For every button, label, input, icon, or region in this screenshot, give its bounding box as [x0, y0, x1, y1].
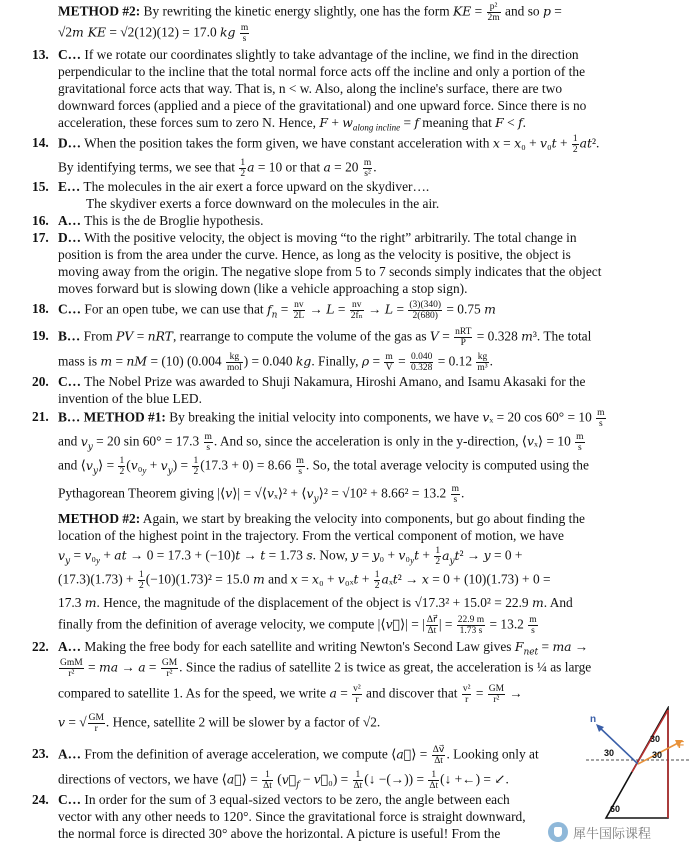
- text-line: compared to satellite 1. As for the speed, we write a = $\frac{\text{v²}}{r}$ and discover that $\frac{\text{v²}}{r}$ = $\frac{GM}{\text{r²}}$ →: [58, 684, 523, 705]
- text-line: C… The Nobel Prize was awarded to Shuji Nakamura, Hiroshi Amano, and Isamu Akasaki for the: [58, 374, 586, 389]
- text-line: $\frac{\text{GmM}}{\text{r²}}$ = ma → a = $\frac{GM}{\text{r²}}$ . Since the radius of satellite 2 is twice as great, the acceleration is ¼ as large: [60, 658, 592, 679]
- text-line: B… METHOD #1: By breaking the initial velocity into components, we have vₓ = 20 cos 60° = 10 $\frac{m}{s}$: [58, 408, 605, 429]
- text-line: The skydiver exerts a force downward on the molecules in the air.: [86, 196, 440, 211]
- text-line: downward forces (applied and a piece of the gravitational) and one upward force. Since there is no: [58, 98, 587, 113]
- text-line: acceleration, these forces sum to zero N. Hence, $F + w_{along incline} = f$ meaning that F < f.: [58, 115, 526, 133]
- text-line: By identifying terms, we see that $\frac{1}{2}$ a = 10 or that a = 20 $\frac{m}{\text{s²}}$ .: [58, 158, 377, 179]
- text-line: METHOD #2: By rewriting the kinetic energy slightly, one has the form KE = $\frac{\text{p²}}{2m}$ and so p =: [58, 2, 562, 23]
- text-line: position is from the area under the curve. Hence, as long as the velocity is positive, the object is: [58, 247, 571, 262]
- label-f: F: [678, 740, 685, 751]
- incline-force-diagram: [586, 706, 690, 824]
- text-line: and $⟨v_y⟩$ = $\frac{1}{2}$ $(v_0_y + v_y)$ = $\frac{1}{2}$ (17.3 + 0) = 8.66 $\frac{m}{s}$ . So, the total average velocity is computed using the: [58, 456, 589, 477]
- text-line: directions of vectors, we have ⟨a⃗⟩ = $\frac{1}{\Delta t}$ ($v⃗_f$ − v⃗₀) = $\frac{1}{\Delta t}$ (↓ −(→)) = $\frac{1}{\Delta t}$ (↓ +←) = ↙.: [58, 770, 509, 791]
- text-line: invention of the blue LED.: [58, 391, 202, 406]
- label-n: n: [590, 714, 597, 725]
- text-line: and $v_y = 20$ sin 60° = 17.3 $\frac{m}{s}$ . And so, since the acceleration is only in the y-direction, ⟨vₓ⟩ = 10 $\frac{m}{s}$: [58, 432, 584, 453]
- text-line: B… From PV = nRT, rearrange to compute the volume of the gas as V = $\frac{\text{nRT}}{P}$ = 0.328 m³. The total: [58, 327, 592, 348]
- watermark-text: 犀牛国际课程: [573, 826, 652, 842]
- text-line: finally from the definition of average velocity, we compute |⟨v⃗⟩| = | $\frac{\Delta r⃗}{\Delta t}$ | = $\frac{22.9 m}{1.73 s}$ = 13.2 $\frac{m}{s}$: [58, 615, 537, 636]
- watermark: [548, 818, 694, 846]
- text-line: location of the highest point in the trajectory. From the vertical component of motion, we have: [58, 528, 564, 543]
- text-line: C… In order for the sum of 3 equal-sized vectors to be zero, the angle between each: [58, 792, 510, 807]
- text-line: vector with any other needs to 120°. Since the gravitational force is straight downward,: [58, 809, 526, 824]
- label-angle-30-right: 30: [652, 750, 663, 760]
- text-line: C… If we rotate our coordinates slightly to take advantage of the incline, we find in the direction: [58, 47, 579, 62]
- item-number: 18.: [32, 301, 49, 316]
- text-line: the normal force is directed 30° above the horizontal. A picture is useful! From the: [58, 826, 501, 841]
- label-angle-30-left: 30: [604, 748, 615, 758]
- item-number: 19.: [32, 328, 49, 343]
- text-line: v = √ $\frac{GM}{r}$ . Hence, satellite 2 will be slower by a factor of √2.: [58, 713, 381, 734]
- item-number: 20.: [32, 374, 49, 389]
- text-line: moving away from the origin. The negative slope from 5 to 7 seconds simply indicates that the object: [58, 264, 602, 279]
- text-line: mass is m = nM = (10) (0.004 $\frac{kg}{\text{mol}}$ ) = 0.040 kg. Finally, ρ = $\frac{m}{V}$ = $\frac{0.040}{0.328}$ = 0.12 $\frac{kg}{\text{m³}}$ .: [58, 352, 494, 373]
- normal-force-arrow: [598, 726, 638, 764]
- text-line: A… From the definition of average acceleration, we compute ⟨a⃗⟩ = $\frac{\Delta v⃗}{\Delta t}$ . Looking only at: [58, 745, 539, 766]
- item-number: 23.: [32, 746, 49, 761]
- text-line: D… When the position takes the form given, we have constant acceleration with x = x₀ + v₀t + $\frac{1}{2}$ at².: [58, 134, 600, 155]
- text-line: C… For an open tube, we can use that $f_n$ = $\frac{nv}{2L}$ → L = $\frac{nv}{\text{2fₙ}}$ → L = $\frac{(3)(340)}{2(680)}$ = 0.75 m: [58, 300, 496, 321]
- item-number: 16.: [32, 213, 49, 228]
- item-number: 21.: [32, 409, 49, 424]
- text-line: Pythagorean Theorem giving |⟨v⟩| = √⟨vₓ⟩² + $⟨v_y⟩^2 = √10^2 + 8.66^2 = 13.2$ $\frac{m}{s}$ .: [58, 484, 465, 505]
- text-line: √2m KE = √2(12)(12) = 17.0 kg $\frac{m}{s}$: [58, 23, 249, 44]
- text-line: (17.3)(1.73) + $\frac{1}{2}$ (−10)(1.73)² = 15.0 m and x = x₀ + v₀ₓt + $\frac{1}{2}$ aₓt² → x = 0 + (10)(1.73) + 0 =: [58, 570, 551, 591]
- text-line: METHOD #2: Again, we start by breaking the velocity into components, but go about finding the: [58, 511, 585, 526]
- text-line: perpendicular to the incline that the total normal force acts off the incline and only a portion of the: [58, 64, 586, 79]
- text-line: moves forward but is slowing down (like a vehicle approaching a stop sign).: [58, 281, 468, 296]
- item-number: 24.: [32, 792, 49, 807]
- item-number: 13.: [32, 47, 49, 62]
- text-line: D… With the positive velocity, the object is moving “to the right” arbitrarily. The total change in: [58, 230, 577, 245]
- label-angle-60: 60: [610, 804, 621, 814]
- text-line: A… Making the free body for each satellite and writing Newton's Second Law gives $F_{net}$ = ma →: [58, 639, 589, 658]
- text-line: $v_y = v_0_y$ + at → 0 = 17.3 + (−10)t → t = 1.73 s. Now, $y = y_0 + v_0_yt$ + $\frac{1}{2}$ $a_yt^2 \to y = 0$ +: [58, 546, 523, 567]
- text-line: gravitational force acts that way. That is, n < w. Also, along the incline's surface, there are two: [58, 81, 563, 96]
- item-number: 22.: [32, 639, 49, 654]
- text-line: E… The molecules in the air exert a force upward on the skydiver….: [58, 179, 430, 194]
- rhino-logo-icon: [548, 822, 568, 842]
- text-line: 17.3 m. Hence, the magnitude of the displacement of the object is √17.3² + 15.0² = 22.9 m. And: [58, 595, 573, 610]
- item-number: 14.: [32, 135, 49, 150]
- text-line: A… This is the de Broglie hypothesis.: [58, 213, 264, 228]
- item-number: 17.: [32, 230, 49, 245]
- label-angle-30-top: 30: [650, 734, 661, 744]
- item-number: 15.: [32, 179, 49, 194]
